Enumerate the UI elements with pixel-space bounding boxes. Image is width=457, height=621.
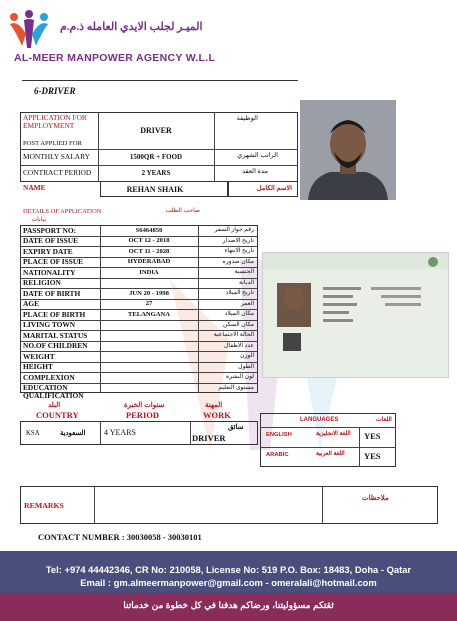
details-ar-1: صاحب الطلب [165, 208, 200, 214]
detail-value: INDIA [139, 269, 159, 276]
detail-label: EDUCATION QUALIFICATION [23, 383, 84, 400]
post-applied-value: DRIVER [140, 126, 172, 135]
detail-label-ar: الطول [238, 364, 254, 370]
footer-slogan: ثقتكم مسؤوليتنا، ورضاكم هدفنا في كل خطوة من خدماتنا [123, 600, 334, 610]
name-value: REHAN SHAIK [126, 185, 184, 194]
experience-country-label: COUNTRY [36, 410, 79, 420]
experience-country-ar: البلد [48, 402, 61, 409]
post-applied-ar: الوظيفة [236, 115, 258, 122]
detail-label-ar: مكان السكن [223, 322, 254, 328]
remarks-box [20, 486, 438, 524]
experience-period-value: 4 YEARS [104, 428, 136, 437]
language-level: YES [364, 451, 381, 461]
language-level: YES [364, 431, 381, 441]
languages-label: LANGUAGES [300, 417, 339, 423]
detail-value: TELANGANA [127, 311, 171, 318]
detail-label: WEIGHT [23, 352, 55, 361]
detail-label: COMPLEXION [23, 373, 75, 382]
detail-label-ar: الجنسية [234, 269, 254, 275]
detail-label: RELIGION [23, 278, 61, 287]
detail-label: DATE OF ISSUE [23, 236, 79, 245]
id-card-image [262, 252, 449, 378]
detail-label-ar: الحالة الاجتماعية [213, 332, 254, 338]
detail-value: HYDERABAD [127, 258, 171, 265]
detail-label: PASSPORT NO: [23, 226, 77, 235]
language-name-ar: اللغة العربية [316, 451, 345, 457]
detail-label: PLACE OF BIRTH [23, 310, 86, 319]
experience-work-label: WORK [203, 410, 231, 420]
experience-country-value: KSA [26, 430, 40, 437]
detail-label: AGE [23, 299, 40, 308]
agency-logo [6, 10, 52, 50]
detail-label-ar: الوزن [240, 353, 254, 359]
detail-label: NO.OF CHILDREN [23, 341, 88, 350]
applicant-photo [300, 100, 396, 200]
detail-value: S6464850 [135, 227, 163, 234]
detail-value: OCT 12 - 2018 [128, 237, 170, 244]
contract-label: CONTRACT PERIOD [23, 168, 92, 177]
salary-label: MONTHLY SALARY [23, 152, 90, 161]
languages-label-ar: اللغات [376, 417, 392, 423]
detail-label: DATE OF BIRTH [23, 289, 81, 298]
detail-label-ar: عدد الاطفال [224, 343, 254, 349]
detail-value: OCT 11 - 2028 [128, 248, 170, 255]
detail-label-ar: مكان صدوره [222, 259, 254, 265]
language-name-ar: اللغة الانجليزية [316, 431, 351, 437]
experience-work-ar: المهنة [205, 402, 223, 409]
detail-label-ar: الديانة [238, 280, 254, 286]
detail-label: EXPIRY DATE [23, 247, 73, 256]
position-heading: 6-DRIVER [34, 86, 76, 96]
remarks-label: REMARKS [24, 501, 64, 510]
detail-value: 27 [145, 300, 153, 307]
name-ar: الاسم الكامل [256, 185, 292, 192]
contact-number: CONTACT NUMBER : 30030058 - 30030101 [38, 532, 202, 542]
experience-work-value-ar: سائق [228, 424, 244, 431]
detail-label-ar: رقم جواز السفر [214, 227, 254, 233]
contract-value: 2 YEARS [141, 169, 171, 177]
detail-label-ar: تاريخ الميلاد [225, 290, 254, 296]
salary-ar: الراتب الشهري [237, 152, 278, 159]
footer [0, 551, 457, 621]
details-label: DETAILS OF APPLICATION [23, 208, 102, 215]
arabic-agency-name: الميـر لجلب الايدي العامله ذ.م.م [60, 21, 203, 33]
footer-contact-line: Tel: +974 44442346, CR No: 210058, License No: 519 P.O. Box: 18483, Doha - Qatar [45, 564, 412, 575]
header-rule [22, 80, 298, 81]
experience-work-value: DRIVER [192, 433, 226, 443]
detail-label-ar: مكان الميلاد [224, 311, 254, 317]
experience-period-label: PERIOD [126, 410, 160, 420]
detail-label: PLACE OF ISSUE [23, 257, 84, 266]
agency-name: AL-MEER MANPOWER AGENCY W.L.L [14, 52, 216, 64]
detail-label-ar: العمر [240, 301, 254, 307]
detail-label-ar: لون البشرة [226, 374, 254, 380]
detail-label-ar: تاريخ الاصدار [222, 238, 254, 244]
remarks-label-ar: ملاحظات [362, 495, 389, 502]
post-applied-label: POST APPLIED FOR [23, 140, 82, 147]
detail-label-ar: مستوى التعليم [218, 385, 254, 391]
language-name: ARABIC [266, 452, 289, 458]
detail-value: JUN 20 - 1998 [129, 290, 169, 297]
detail-label: HEIGHT [23, 362, 53, 371]
detail-label: NATIONALITY [23, 268, 76, 277]
detail-label-ar: تاريخ الانتهاء [224, 248, 254, 254]
name-label: NAME [23, 183, 46, 192]
salary-value: 1500QR + FOOD [129, 153, 183, 161]
contract-ar: مدة العقد [242, 168, 268, 175]
detail-label: MARITAL STATUS [23, 331, 88, 340]
experience-country-value-ar: السعودية [60, 430, 86, 437]
language-name: ENGLISH [266, 432, 292, 438]
footer-email-line: Email : gm.almeermanpower@gmail.com - omeralali@hotmail.com [80, 577, 377, 588]
details-ar-2: بيانات [31, 217, 46, 223]
detail-label: LIVING TOWN [23, 320, 76, 329]
application-for-employment-label: APPLICATION FOR EMPLOYMENT [23, 113, 87, 130]
experience-period-ar: سنوات الخبرة [124, 402, 165, 409]
